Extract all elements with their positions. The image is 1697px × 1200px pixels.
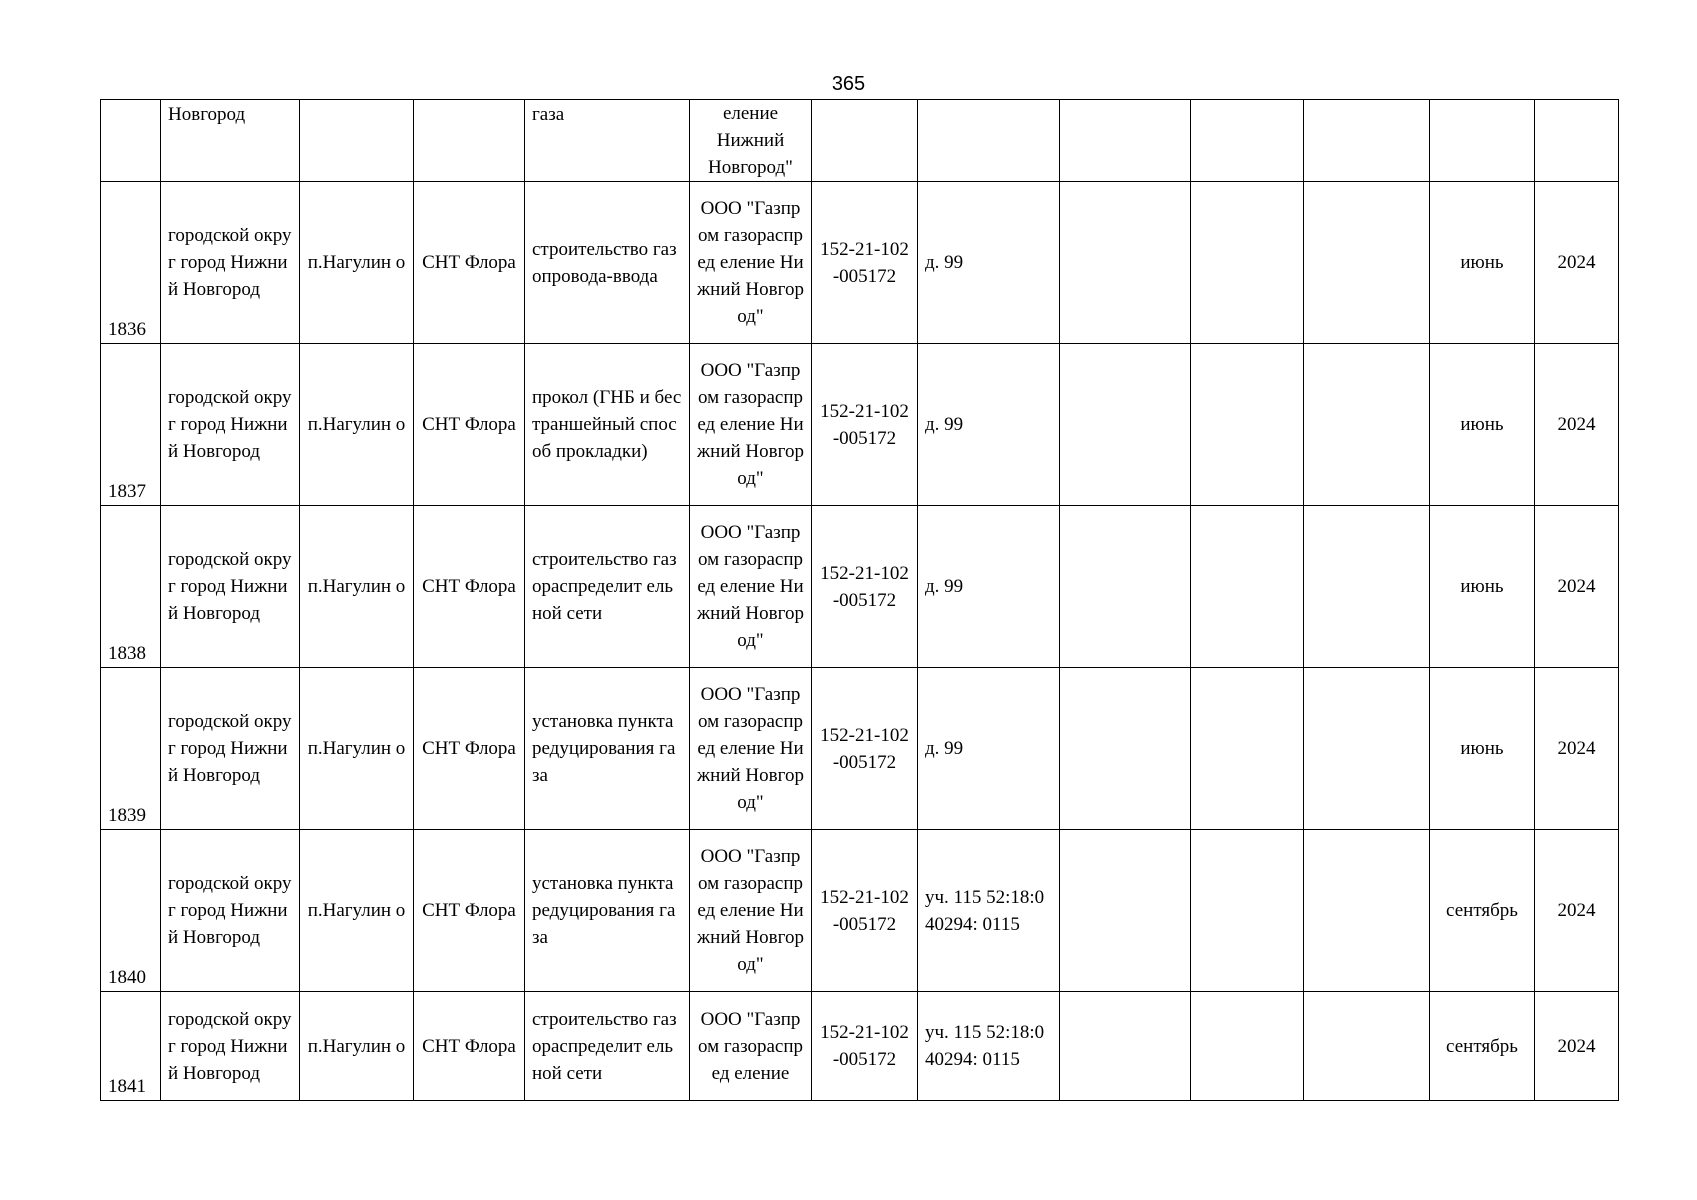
cell-month [1430, 100, 1535, 182]
cell-empty-3 [1304, 992, 1430, 1101]
cell-district: городской округ город Нижний Новгород [161, 830, 300, 992]
cell-work: установка пункта редуцирования газа [525, 668, 690, 830]
cell-code: 152-21-102-005172 [812, 830, 918, 992]
cell-org: еление Нижний Новгород" [690, 100, 812, 182]
cell-work: строительство газораспределит ельной сети [525, 506, 690, 668]
cell-empty-3 [1304, 182, 1430, 344]
cell-empty-3 [1304, 668, 1430, 830]
cell-empty-2 [1191, 506, 1304, 668]
cell-settlement [300, 100, 414, 182]
cell-empty-1 [1060, 344, 1191, 506]
cell-code: 152-21-102-005172 [812, 344, 918, 506]
table-row [101, 992, 1619, 1101]
cell-year [1535, 100, 1619, 182]
cell-work: прокол (ГНБ и бестраншейный способ прокладки) [525, 344, 690, 506]
cell-settlement: п.Нагулин о [300, 506, 414, 668]
cell-object: СНТ Флора [414, 506, 525, 668]
cell-empty-2 [1191, 182, 1304, 344]
cell-settlement: п.Нагулин о [300, 668, 414, 830]
cell-org: ООО "Газпром газораспред еление [690, 992, 812, 1101]
table-row-continued [101, 100, 1619, 182]
cell-work: строительство газораспределит ельной сети [525, 992, 690, 1101]
cell-year: 2024 [1535, 830, 1619, 992]
cell-empty-2 [1191, 830, 1304, 992]
cell-empty-3 [1304, 506, 1430, 668]
cell-num: 1841 [101, 992, 161, 1101]
cell-year: 2024 [1535, 344, 1619, 506]
cell-settlement: п.Нагулин о [300, 344, 414, 506]
cell-empty-2 [1191, 992, 1304, 1101]
cell-district: городской округ город Нижний Новгород [161, 182, 300, 344]
cell-work: установка пункта редуцирования газа [525, 830, 690, 992]
cell-district: Новгород [161, 100, 300, 182]
cell-empty-1 [1060, 506, 1191, 668]
cell-month: сентябрь [1430, 830, 1535, 992]
cell-year: 2024 [1535, 182, 1619, 344]
cell-month: июнь [1430, 506, 1535, 668]
cell-month: июнь [1430, 182, 1535, 344]
cell-code [812, 100, 918, 182]
cell-month: июнь [1430, 344, 1535, 506]
cell-num: 1840 [101, 830, 161, 992]
cell-org: ООО "Газпром газораспред еление Нижний Новгород" [690, 182, 812, 344]
cell-code: 152-21-102-005172 [812, 668, 918, 830]
cell-num: 1839 [101, 668, 161, 830]
cell-object: СНТ Флора [414, 830, 525, 992]
cell-empty-1 [1060, 182, 1191, 344]
cell-district: городской округ город Нижний Новгород [161, 344, 300, 506]
cell-empty-2 [1191, 668, 1304, 830]
table-row [101, 344, 1619, 506]
cell-object: СНТ Флора [414, 344, 525, 506]
cell-district: городской округ город Нижний Новгород [161, 992, 300, 1101]
cell-address [918, 100, 1060, 182]
cell-year: 2024 [1535, 992, 1619, 1101]
cell-empty-1 [1060, 668, 1191, 830]
cell-work: газа [525, 100, 690, 182]
cell-district: городской округ город Нижний Новгород [161, 668, 300, 830]
cell-address: д. 99 [918, 506, 1060, 668]
cell-code: 152-21-102-005172 [812, 992, 918, 1101]
cell-num: 1837 [101, 344, 161, 506]
cell-year: 2024 [1535, 668, 1619, 830]
cell-address: уч. 115 52:18:040294: 0115 [918, 830, 1060, 992]
cell-org: ООО "Газпром газораспред еление Нижний Новгород" [690, 668, 812, 830]
cell-code: 152-21-102-005172 [812, 182, 918, 344]
cell-year: 2024 [1535, 506, 1619, 668]
cell-num: 1836 [101, 182, 161, 344]
table-row [101, 506, 1619, 668]
table-row [101, 830, 1619, 992]
cell-settlement: п.Нагулин о [300, 182, 414, 344]
cell-org: ООО "Газпром газораспред еление Нижний Новгород" [690, 344, 812, 506]
page-number: 365 [831, 73, 866, 95]
cell-address: д. 99 [918, 344, 1060, 506]
cell-work: строительство газопровода-ввода [525, 182, 690, 344]
cell-month: июнь [1430, 668, 1535, 830]
cell-empty-2 [1191, 344, 1304, 506]
cell-object: СНТ Флора [414, 182, 525, 344]
cell-org: ООО "Газпром газораспред еление Нижний Новгород" [690, 506, 812, 668]
cell-empty-3 [1304, 344, 1430, 506]
cell-object [414, 100, 525, 182]
cell-address: д. 99 [918, 668, 1060, 830]
cell-district: городской округ город Нижний Новгород [161, 506, 300, 668]
data-table [100, 99, 1619, 1101]
cell-empty-1 [1060, 992, 1191, 1101]
cell-empty-1 [1060, 100, 1191, 182]
cell-org: ООО "Газпром газораспред еление Нижний Новгород" [690, 830, 812, 992]
cell-empty-1 [1060, 830, 1191, 992]
cell-empty-3 [1304, 830, 1430, 992]
cell-address: д. 99 [918, 182, 1060, 344]
cell-empty-2 [1191, 100, 1304, 182]
table-row [101, 182, 1619, 344]
cell-address: уч. 115 52:18:040294: 0115 [918, 992, 1060, 1101]
cell-settlement: п.Нагулин о [300, 992, 414, 1101]
cell-num [101, 100, 161, 182]
table-row [101, 668, 1619, 830]
cell-settlement: п.Нагулин о [300, 830, 414, 992]
cell-code: 152-21-102-005172 [812, 506, 918, 668]
cell-month: сентябрь [1430, 992, 1535, 1101]
cell-object: СНТ Флора [414, 668, 525, 830]
cell-empty-3 [1304, 100, 1430, 182]
cell-num: 1838 [101, 506, 161, 668]
cell-object: СНТ Флора [414, 992, 525, 1101]
